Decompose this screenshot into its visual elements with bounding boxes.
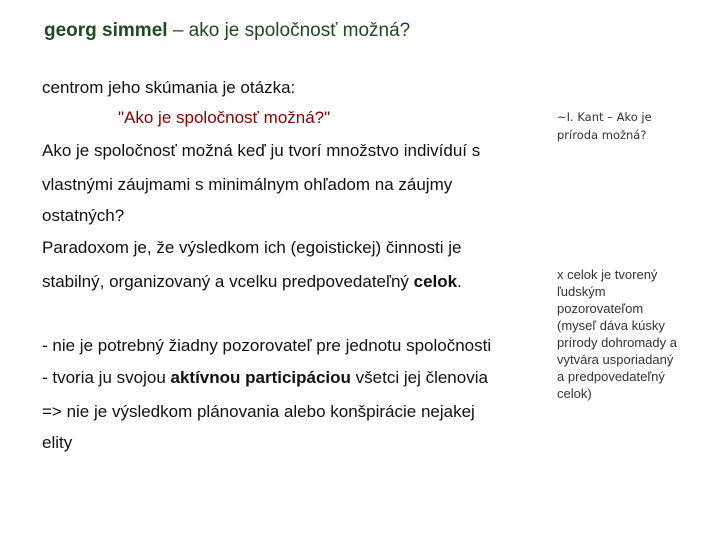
body-line-4: Paradoxom je, že výsledkom ich (egoistickej) činnosti je bbox=[42, 238, 462, 257]
body-line-5 bbox=[42, 272, 462, 292]
bullet-line-2 bbox=[42, 368, 488, 388]
celok-note-line: ľudským bbox=[557, 284, 606, 299]
celok-note-line: x celok je tvorený bbox=[557, 267, 658, 282]
kant-note-line-2: príroda možná? bbox=[557, 128, 647, 142]
participation-term: aktívnou participáciou bbox=[170, 368, 351, 387]
body-line-1: Ako je spoločnosť možná keď ju tvorí množstvo indivíduí s bbox=[42, 141, 481, 160]
title-dash: – bbox=[167, 20, 189, 41]
celok-term: celok bbox=[413, 272, 458, 291]
bullet-line-1: - nie je potrebný žiadny pozorovateľ pre jednotu spoločnosti bbox=[42, 336, 492, 355]
central-question: "Ako je spoločnosť možná?" bbox=[118, 108, 331, 127]
title-question: ako je spoločnosť možná? bbox=[188, 20, 411, 41]
celok-note-line: (myseľ dáva kúsky bbox=[557, 318, 665, 333]
celok-note-line: a predpovedateľný bbox=[557, 369, 665, 384]
conclusion-line-2: elity bbox=[42, 433, 73, 452]
celok-note-line: celok) bbox=[557, 386, 592, 401]
body-line-2: vlastnými záujmami s minimálnym ohľadom na záujmy bbox=[42, 175, 453, 194]
intro-line: centrom jeho skúmania je otázka: bbox=[42, 78, 296, 97]
bullet-line-2-text: - tvoria ju svojou bbox=[42, 368, 171, 387]
conclusion-line: => nie je výsledkom plánovania alebo konšpirácie nejakej bbox=[42, 402, 475, 421]
celok-note-line: prírody dohromady a bbox=[557, 335, 677, 350]
kant-note bbox=[557, 108, 687, 144]
celok-note-line: vytvára usporiadaný bbox=[557, 352, 674, 367]
bullet-line-2-end: všetci jej členovia bbox=[350, 368, 488, 387]
body-line-5-text: stabilný, organizovaný a vcelku predpovedateľný bbox=[42, 272, 414, 291]
body-line-3: ostatných? bbox=[42, 206, 125, 225]
celok-note-line: pozorovateľom bbox=[557, 301, 644, 316]
kant-note-line-1: ~I. Kant – Ako je bbox=[557, 110, 652, 124]
title-name: georg simmel bbox=[44, 20, 168, 41]
slide-title bbox=[44, 20, 410, 42]
celok-note bbox=[557, 266, 697, 402]
body-line-5-end: . bbox=[457, 272, 462, 291]
